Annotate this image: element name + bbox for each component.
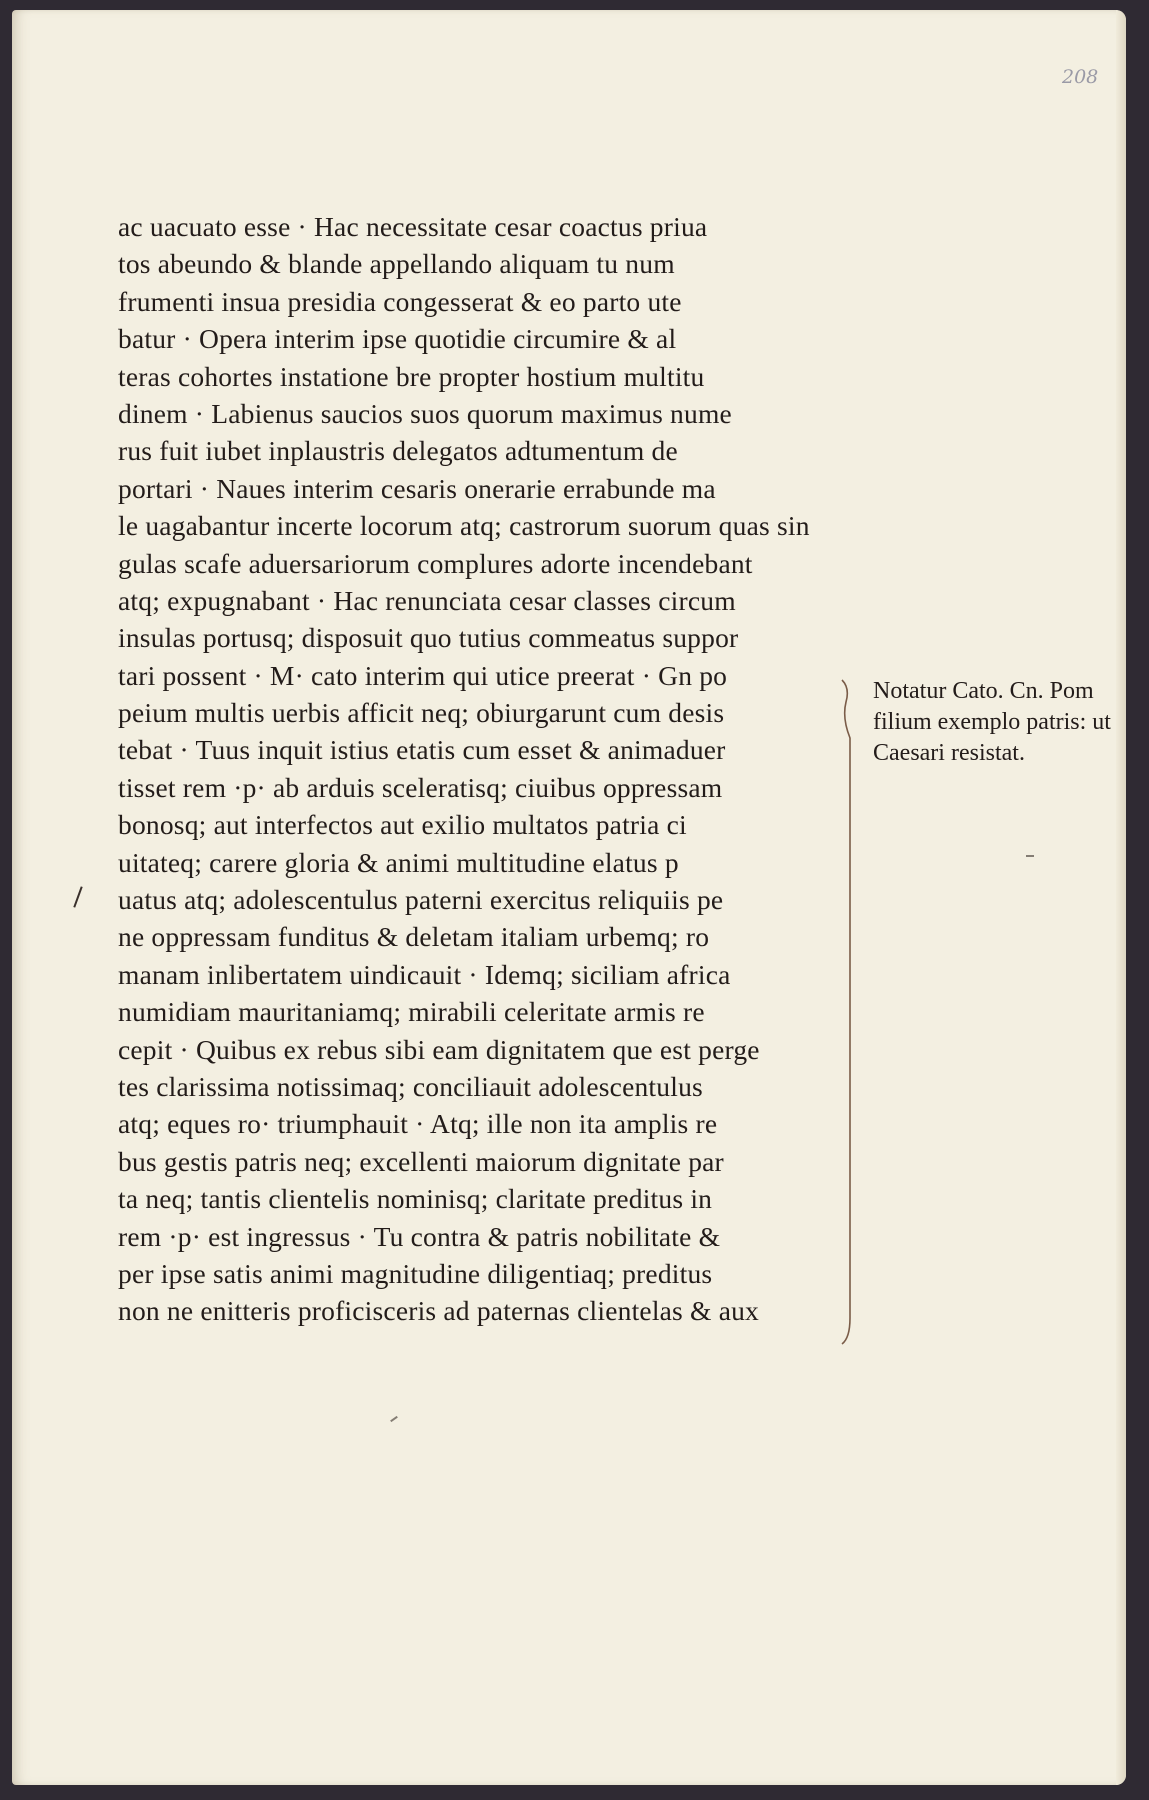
text-line: ta neq; tantis clientelis nominisq; claritate preditus in [118, 1183, 713, 1215]
gloss-line: Notatur Cato. Cn. Pom [873, 678, 1094, 704]
text-line: tari possent · M· cato interim qui utice preerat · Gn po [118, 659, 728, 691]
text-line: ne oppressam funditus & deletam italiam urbemq; ro [118, 921, 710, 953]
margin-dot-mark [1026, 855, 1034, 857]
text-line: atq; expugnabant · Hac renunciata cesar classes circum [118, 584, 736, 616]
text-line: le uagabantur incerte locorum atq; castrorum suorum quas sin [118, 510, 810, 542]
text-line: atq; eques ro· triumphauit · Atq; ille non ita amplis re [118, 1108, 718, 1140]
text-line: manam inlibertatem uindicauit · Idemq; siciliam africa [118, 958, 731, 990]
text-line: peium multis uerbis afficit neq; obiurgarunt cum desis [118, 697, 725, 729]
text-line: per ipse satis animi magnitudine diligentiaq; preditus [118, 1257, 713, 1289]
text-line: gulas scafe aduersariorum complures adorte incendebant [118, 547, 753, 579]
main-text-block [118, 208, 858, 1330]
text-line: bonosq; aut interfectos aut exilio multatos patria ci [118, 809, 687, 841]
text-line: uitateq; carere gloria & animi multitudine elatus p [118, 846, 679, 878]
text-line: tes clarissima notissimaq; conciliauit adolescentulus [118, 1070, 703, 1102]
text-line: frumenti insua presidia congesserat & eo parto ute [118, 285, 682, 317]
text-line: rus fuit iubet inplaustris delegatos adtumentum de [118, 435, 678, 467]
page-edge [1116, 10, 1126, 1785]
text-line: rem ·p· est ingressus · Tu contra & patris nobilitate & [118, 1220, 721, 1252]
text-line: cepit · Quibus ex rebus sibi eam dignitatem que est perge [118, 1033, 760, 1065]
gloss-line: filium exemplo patris: ut [873, 709, 1111, 735]
text-line: tos abeundo & blande appellando aliquam tu num [118, 248, 675, 280]
text-line: batur · Opera interim ipse quotidie circumire & al [118, 323, 677, 355]
text-line: numidiam mauritaniamq; mirabili celeritate armis re [118, 996, 705, 1028]
marginal-note [873, 676, 1135, 769]
folio-number: 208 [1062, 66, 1099, 88]
text-line: uatus atq; adolescentulus paterni exercitus reliquiis pe [118, 884, 724, 916]
text-line: tisset rem ·p· ab arduis sceleratisq; ciuibus oppressam [118, 771, 723, 803]
text-line: insulas portusq; disposuit quo tutius commeatus suppor [118, 622, 739, 654]
text-line: teras cohortes instatione bre propter hostium multitu [118, 360, 705, 392]
text-line: tebat · Tuus inquit istius etatis cum esset & animaduer [118, 734, 726, 766]
text-line: non ne enitteris proficisceris ad paternas clientelas & aux [118, 1295, 760, 1327]
text-line: ac uacuato esse · Hac necessitate cesar coactus priua [118, 211, 708, 242]
text-line: dinem · Labienus saucios suos quorum maximus nume [118, 397, 732, 429]
margin-bracket [838, 678, 860, 1346]
text-line: portari · Naues interim cesaris onerarie errabunde ma [118, 472, 716, 504]
gloss-line: Caesari resistat. [873, 740, 1025, 766]
text-line: bus gestis patris neq; excellenti maiorum dignitate par [118, 1145, 724, 1177]
